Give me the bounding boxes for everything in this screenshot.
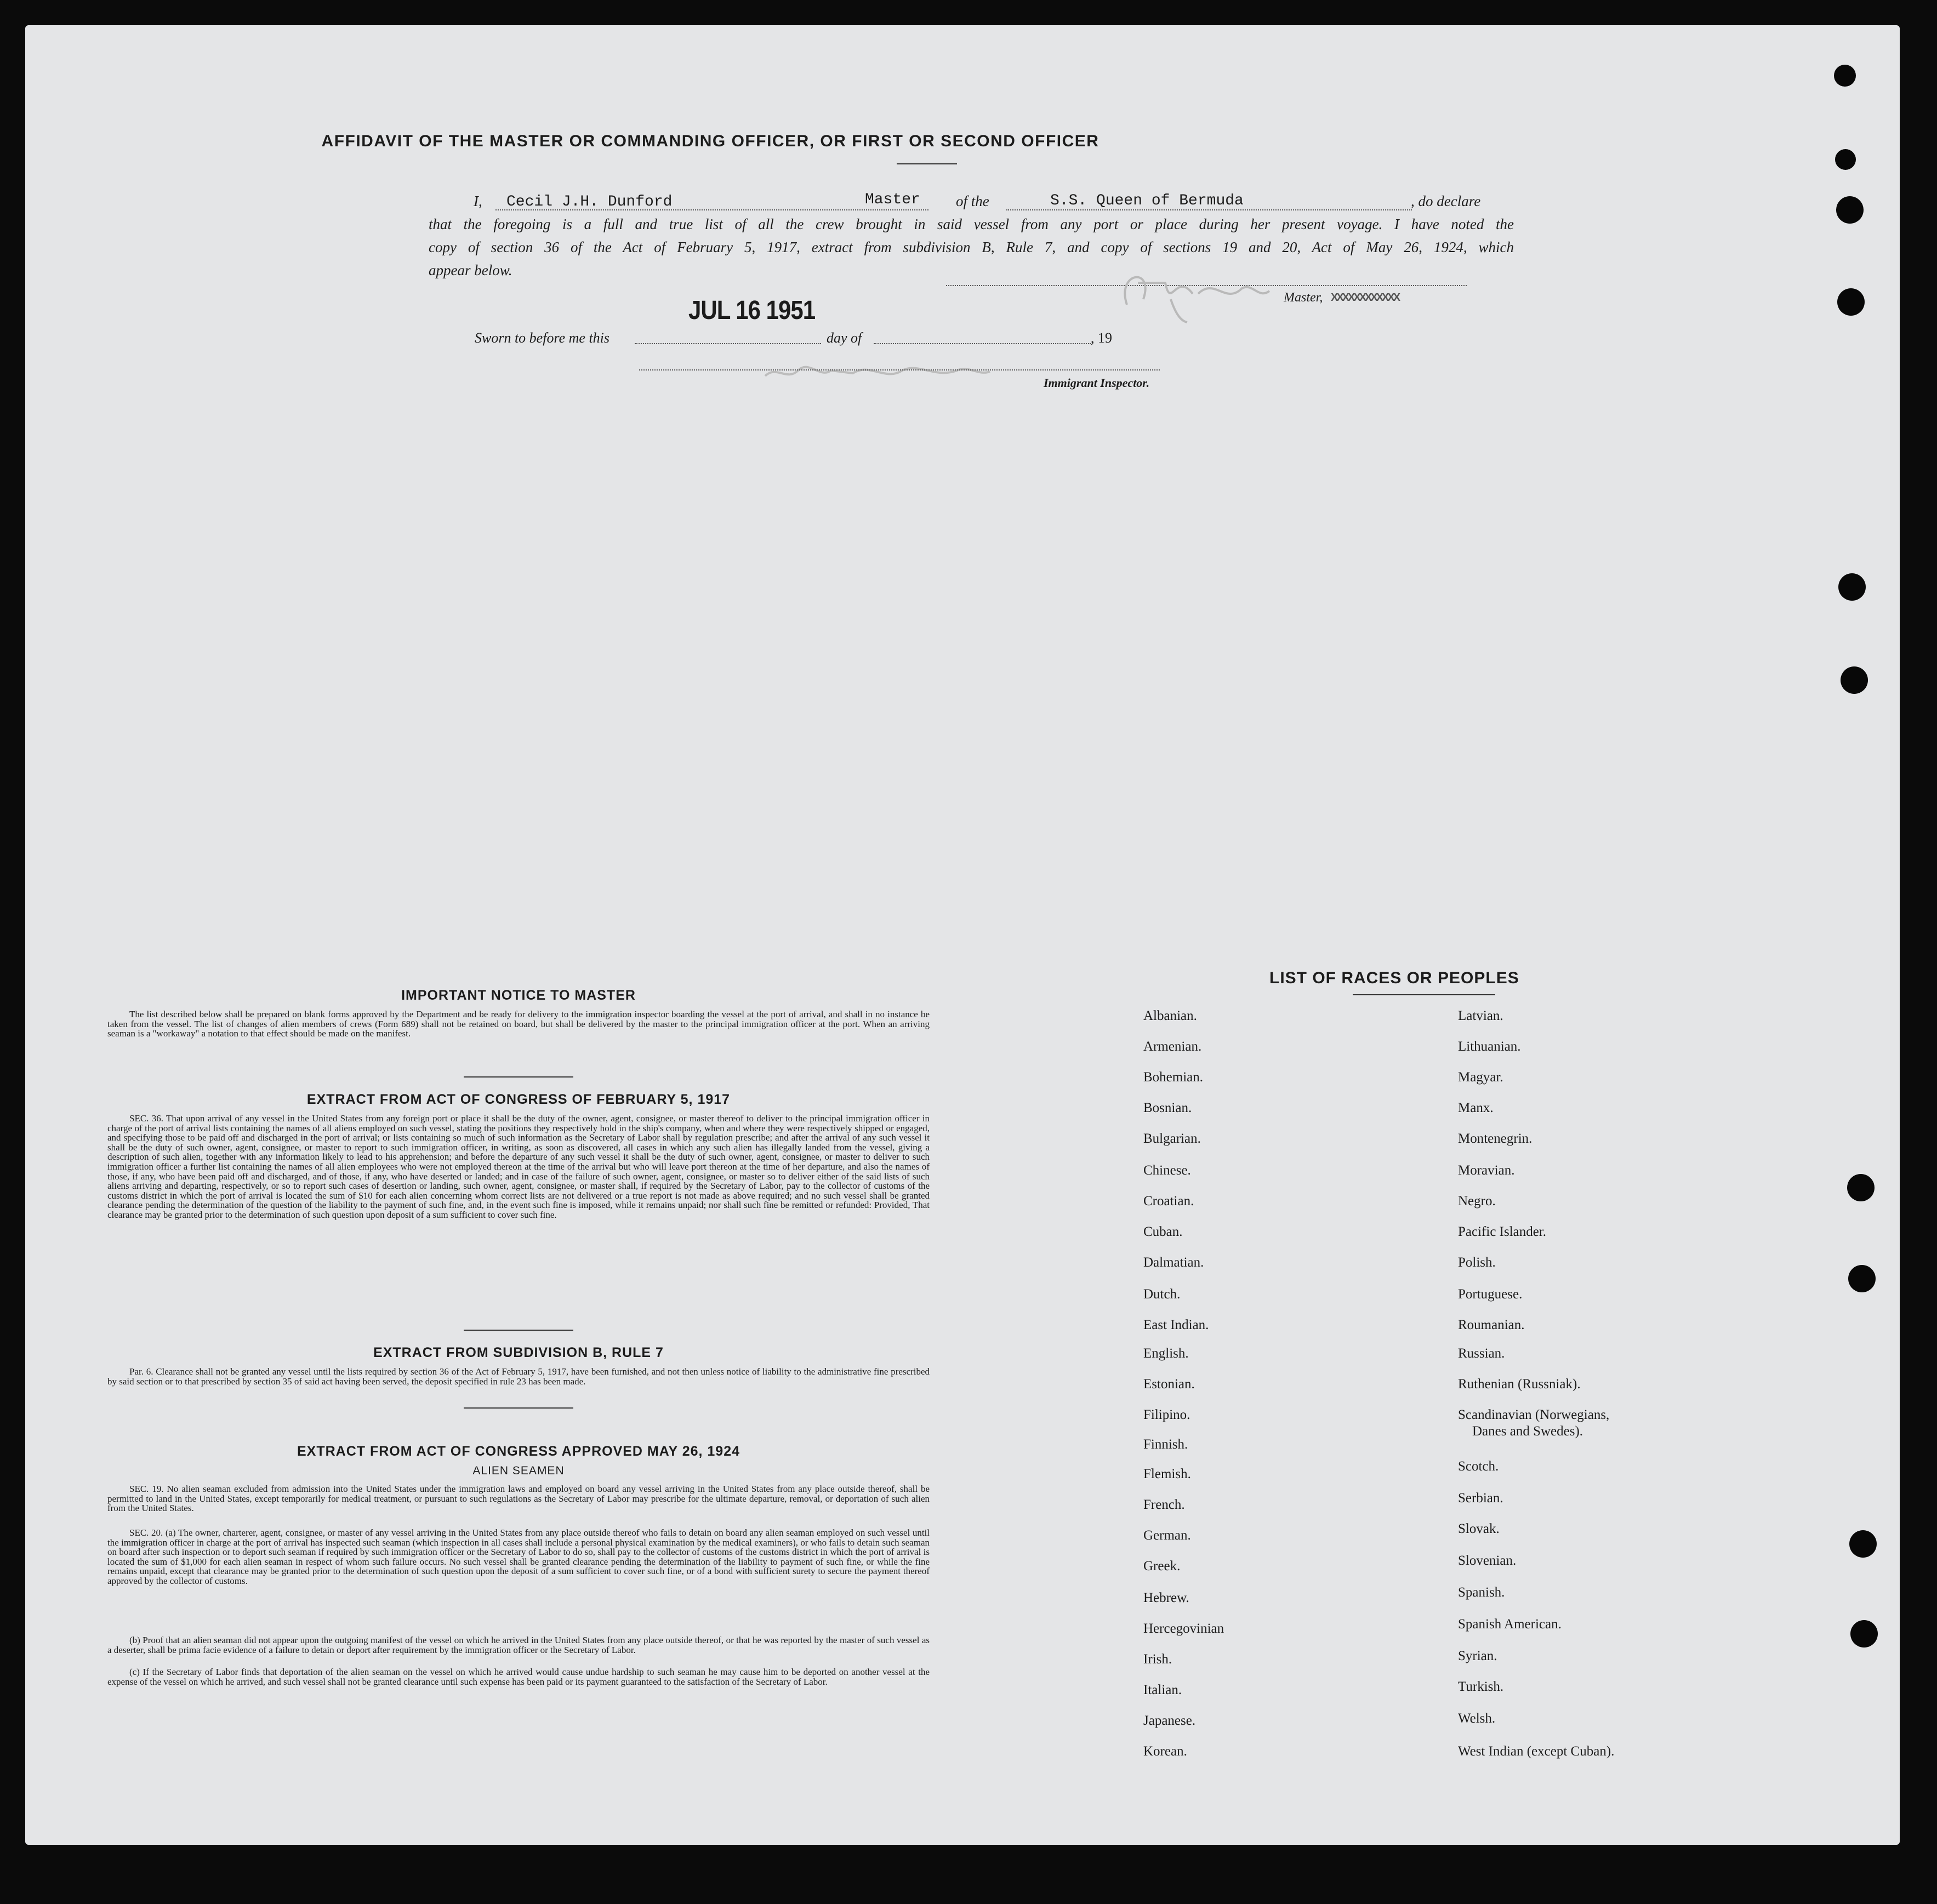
race-item: Slovak. bbox=[1458, 1521, 1500, 1536]
extract-1924-sec19: SEC. 19. No alien seaman excluded from admission into the United States under the immigration laws and employed on board any vessel arriving in the United States from any place outside thereof, shall be permitted to land in the United States, except temporarily for medical treatment, or pursuant to such regulations as the Secretary of Labor may prescribe for the ultimate departure, removal, or deportation of such alien from the United States. bbox=[107, 1484, 930, 1514]
race-item: Bosnian. bbox=[1143, 1101, 1192, 1115]
extract-1924-title: EXTRACT FROM ACT OF CONGRESS APPROVED MAY 26, 1924 bbox=[297, 1444, 740, 1459]
race-item: Serbian. bbox=[1458, 1491, 1503, 1506]
race-item: Montenegrin. bbox=[1458, 1131, 1532, 1146]
race-item: Spanish American. bbox=[1458, 1617, 1562, 1632]
race-item: Chinese. bbox=[1143, 1163, 1191, 1178]
race-item: Japanese. bbox=[1143, 1713, 1196, 1728]
race-item: English. bbox=[1143, 1346, 1189, 1361]
race-item: Bohemian. bbox=[1143, 1070, 1204, 1085]
document-page bbox=[25, 25, 1900, 1845]
race-item: Bulgarian. bbox=[1143, 1131, 1201, 1146]
race-item: Estonian. bbox=[1143, 1377, 1195, 1392]
punch-hole bbox=[1836, 196, 1864, 224]
day-of-label: day of bbox=[827, 330, 862, 346]
race-item: French. bbox=[1143, 1497, 1185, 1512]
punch-hole bbox=[1834, 65, 1856, 87]
race-item: Roumanian. bbox=[1458, 1318, 1525, 1332]
punch-hole bbox=[1838, 573, 1866, 601]
race-item: Korean. bbox=[1143, 1744, 1187, 1759]
race-item: Armenian. bbox=[1143, 1039, 1202, 1054]
sworn-day-line bbox=[635, 343, 821, 344]
race-item: Syrian. bbox=[1458, 1649, 1497, 1663]
race-item: German. bbox=[1143, 1528, 1191, 1543]
inspector-signature bbox=[760, 349, 1001, 392]
race-item: West Indian (except Cuban). bbox=[1458, 1744, 1615, 1759]
race-item: Hebrew. bbox=[1143, 1591, 1189, 1605]
notice-title: IMPORTANT NOTICE TO MASTER bbox=[401, 988, 636, 1003]
punch-hole bbox=[1841, 666, 1868, 694]
punch-hole bbox=[1835, 149, 1856, 170]
race-item: Turkish. bbox=[1458, 1679, 1504, 1694]
race-item: Dutch. bbox=[1143, 1287, 1181, 1302]
race-item: Albanian. bbox=[1143, 1008, 1197, 1023]
race-item: Scandinavian (Norwegians, bbox=[1458, 1407, 1610, 1422]
race-item: Cuban. bbox=[1143, 1224, 1183, 1239]
sworn-label: Sworn to before me this bbox=[475, 330, 610, 346]
race-item: Moravian. bbox=[1458, 1163, 1515, 1178]
of-the-label: of the bbox=[956, 193, 989, 209]
date-stamp: JUL 16 1951 bbox=[688, 295, 816, 325]
affidavit-title: AFFIDAVIT OF THE MASTER OR COMMANDING OFFICER, OR FIRST OR SECOND OFFICER bbox=[321, 132, 1099, 150]
race-item: Negro. bbox=[1458, 1194, 1496, 1208]
race-item: Flemish. bbox=[1143, 1467, 1191, 1481]
title-divider bbox=[897, 163, 957, 164]
master-title-struck: XXXXXXXXXXXX bbox=[1331, 292, 1399, 304]
race-item: Greek. bbox=[1143, 1559, 1181, 1574]
race-item: Dalmatian. bbox=[1143, 1255, 1204, 1270]
race-item: Filipino. bbox=[1143, 1407, 1190, 1422]
master-rank: Master bbox=[865, 191, 920, 208]
race-item: Scotch. bbox=[1458, 1459, 1499, 1474]
master-signature bbox=[1105, 261, 1302, 327]
extract-1917-title: EXTRACT FROM ACT OF CONGRESS OF FEBRUARY 5, 1917 bbox=[306, 1092, 731, 1107]
race-item: Slovenian. bbox=[1458, 1553, 1517, 1568]
notice-body: The list described below shall be prepared on blank forms approved by the Department and be ready for delivery to the immigration inspector boarding the vessel at the port of arrival, and shall in no instance be taken from the vessel. The list of changes of alien members of crews (Form 689) shall not be retained on board, but shall be delivered by the master to the principal immigration officer at the port. When an arriving seaman is a "workaway" a notation to that effect should be made on the manifest. bbox=[107, 1009, 930, 1039]
races-title: LIST OF RACES OR PEOPLES bbox=[1269, 969, 1519, 987]
master-label: Master, bbox=[1284, 290, 1323, 305]
race-item: Croatian. bbox=[1143, 1194, 1194, 1208]
punch-hole bbox=[1849, 1530, 1877, 1558]
race-item: Magyar. bbox=[1458, 1070, 1503, 1085]
race-item: Ruthenian (Russniak). bbox=[1458, 1377, 1581, 1392]
punch-hole bbox=[1847, 1174, 1875, 1201]
inspector-signature-line bbox=[639, 369, 1160, 370]
punch-hole bbox=[1850, 1620, 1878, 1648]
name-underline bbox=[495, 209, 928, 210]
race-item: Spanish. bbox=[1458, 1585, 1505, 1600]
section-divider bbox=[464, 1076, 573, 1078]
race-item: Pacific Islander. bbox=[1458, 1224, 1547, 1239]
race-item: Finnish. bbox=[1143, 1437, 1188, 1452]
race-item: Portuguese. bbox=[1458, 1287, 1523, 1302]
punch-hole bbox=[1837, 288, 1865, 316]
race-item: Irish. bbox=[1143, 1652, 1172, 1667]
month-line bbox=[874, 343, 1091, 344]
do-declare-label: , do declare bbox=[1411, 193, 1481, 209]
race-item: Lithuanian. bbox=[1458, 1039, 1521, 1054]
extract-1917-body: SEC. 36. That upon arrival of any vessel in the United States from any foreign port or place it shall be the duty of the owner, agent, consignee, or master thereof to deliver to the principal immigration officer in charge of the port of arrival lists containing the names of all aliens employed on such vessel, stating the positions they respectively hold in the ship's company, when and where they were respectively shipped or engaged, and specifying those to be paid off and discharged in the port of arrival; or lists containing so much of such information as the Secretary of Labor shall by regulation prescribe; and after the arrival of any such vessel it shall be the duty of such owner, agent, consignee, or master to report to such immigration officer, in writing, as soon as discovered, all cases in which any such alien has illegally landed from the vessel, giving a description of such alien, together with any information likely to lead to his apprehension; and before the departure of any such vessel it shall be the duty of such owner, agent, consignee, or master to deliver to such immigration officer a further list containing the names of all alien employees who were not employed thereon at the time of the arrival but who will leave port thereon at the time of her departure, and also the names of those, if any, who have been paid off and discharged, and of those, if any, who have deserted or landed; and in case of the failure of such owner, agent, consignee, or master so to deliver either of the said lists of such aliens arriving and departing, respectively, or so to report such cases of desertion or landing, such owner, agent, consignee, or master shall, if required by the Secretary of Labor, pay to the collector of customs of the customs district in which the port of arrival is located the sum of $10 for each alien concerning whom correct lists are not delivered or a true report is not made as above required; and no such vessel shall be granted clearance pending the determination of the question of the liability to the payment of such fine, and, in the event such fine is imposed, while it remains unpaid; nor shall such fine be remitted or refunded: Provided, That clearance may be granted prior to the determination of such question upon deposit of a sum sufficient to cover such fine. bbox=[107, 1113, 930, 1220]
extract-rule7-title: EXTRACT FROM SUBDIVISION B, RULE 7 bbox=[373, 1345, 664, 1360]
vessel-name: S.S. Queen of Bermuda bbox=[1050, 192, 1244, 209]
pronoun-label: I, bbox=[474, 193, 482, 209]
section-divider bbox=[464, 1407, 573, 1409]
race-item: Polish. bbox=[1458, 1255, 1496, 1270]
master-name: Cecil J.H. Dunford bbox=[506, 193, 673, 210]
punch-hole bbox=[1848, 1265, 1876, 1292]
extract-1924-sec20c: (c) If the Secretary of Labor finds that deportation of the alien seaman on the vessel on which he arrived would cause undue hardship to such seaman he may cause him to be deported on another vessel at the expense of the vessel on which he arrived, and such vessel shall not be granted clearance until such expense has been paid or its payment guaranteed to the satisfaction of the Secretary of Labor. bbox=[107, 1667, 930, 1687]
race-item: Manx. bbox=[1458, 1101, 1494, 1115]
races-divider bbox=[1353, 994, 1495, 995]
race-item: Danes and Swedes). bbox=[1472, 1424, 1583, 1439]
race-item: Latvian. bbox=[1458, 1008, 1503, 1023]
declaration-line-4: appear below. bbox=[429, 262, 512, 278]
section-divider bbox=[464, 1330, 573, 1331]
race-item: Russian. bbox=[1458, 1346, 1505, 1361]
inspector-label: Immigrant Inspector. bbox=[1044, 376, 1150, 390]
vessel-underline bbox=[1006, 209, 1412, 210]
year-label: , 19 bbox=[1091, 330, 1112, 346]
race-item: East Indian. bbox=[1143, 1318, 1209, 1332]
extract-1924-subtitle: ALIEN SEAMEN bbox=[472, 1464, 565, 1477]
extract-1924-sec20b: (b) Proof that an alien seaman did not appear upon the outgoing manifest of the vessel on which he arrived in the United States from any place outside thereof, or that he was reported by the master of such vessel as a deserter, shall be prima facie evidence of a failure to detain or deport after requirement by the immigration officer or the Secretary of Labor. bbox=[107, 1635, 930, 1655]
extract-1924-sec20a: SEC. 20. (a) The owner, charterer, agent, consignee, or master of any vessel arriving in the United States from any place outside thereof who fails to detain on board any alien seaman employed on such vessel until the immigration officer in charge at the port of arrival has inspected such seaman (which inspection in all cases shall include a personal physical examination by the medical examiners), or who fails to detain such seaman on board after such inspection or to deport such seaman if required by such immigration officer or the Secretary of Labor to do so, shall pay to the collector of customs of the customs district in which the port of arrival is located the sum of $1,000 for each alien seaman in respect of whom such failure occurs. No such vessel shall be granted clearance pending the determination of the liability to payment of such fine, or while the fine remains unpaid, except that clearance may be granted prior to the determination of such question upon the deposit of a sum sufficient to cover such fine, or of a bond with sufficient surety to secure the payment thereof approved by the collector of customs. bbox=[107, 1527, 930, 1586]
declaration-line-3: copy of section 36 of the Act of February 5, 1917, extract from subdivision B, Rule 7, and copy of sections 19 and 20, Act of May 26, 1924, which bbox=[429, 239, 1514, 255]
extract-rule7-body: Par. 6. Clearance shall not be granted any vessel until the lists required by section 36 of the Act of February 5, 1917, have been furnished, and not then unless notice of liability to the administrative fine prescribed by said section or to that prescribed by section 35 of said act having been served, the deposit specified in rule 23 has been made. bbox=[107, 1366, 930, 1387]
declaration-line-2: that the foregoing is a full and true list of all the crew brought in said vessel from any port or place during her present voyage. I have noted the bbox=[429, 216, 1514, 232]
race-item: Welsh. bbox=[1458, 1711, 1496, 1726]
race-item: Hercegovinian bbox=[1143, 1621, 1224, 1636]
race-item: Italian. bbox=[1143, 1683, 1182, 1697]
